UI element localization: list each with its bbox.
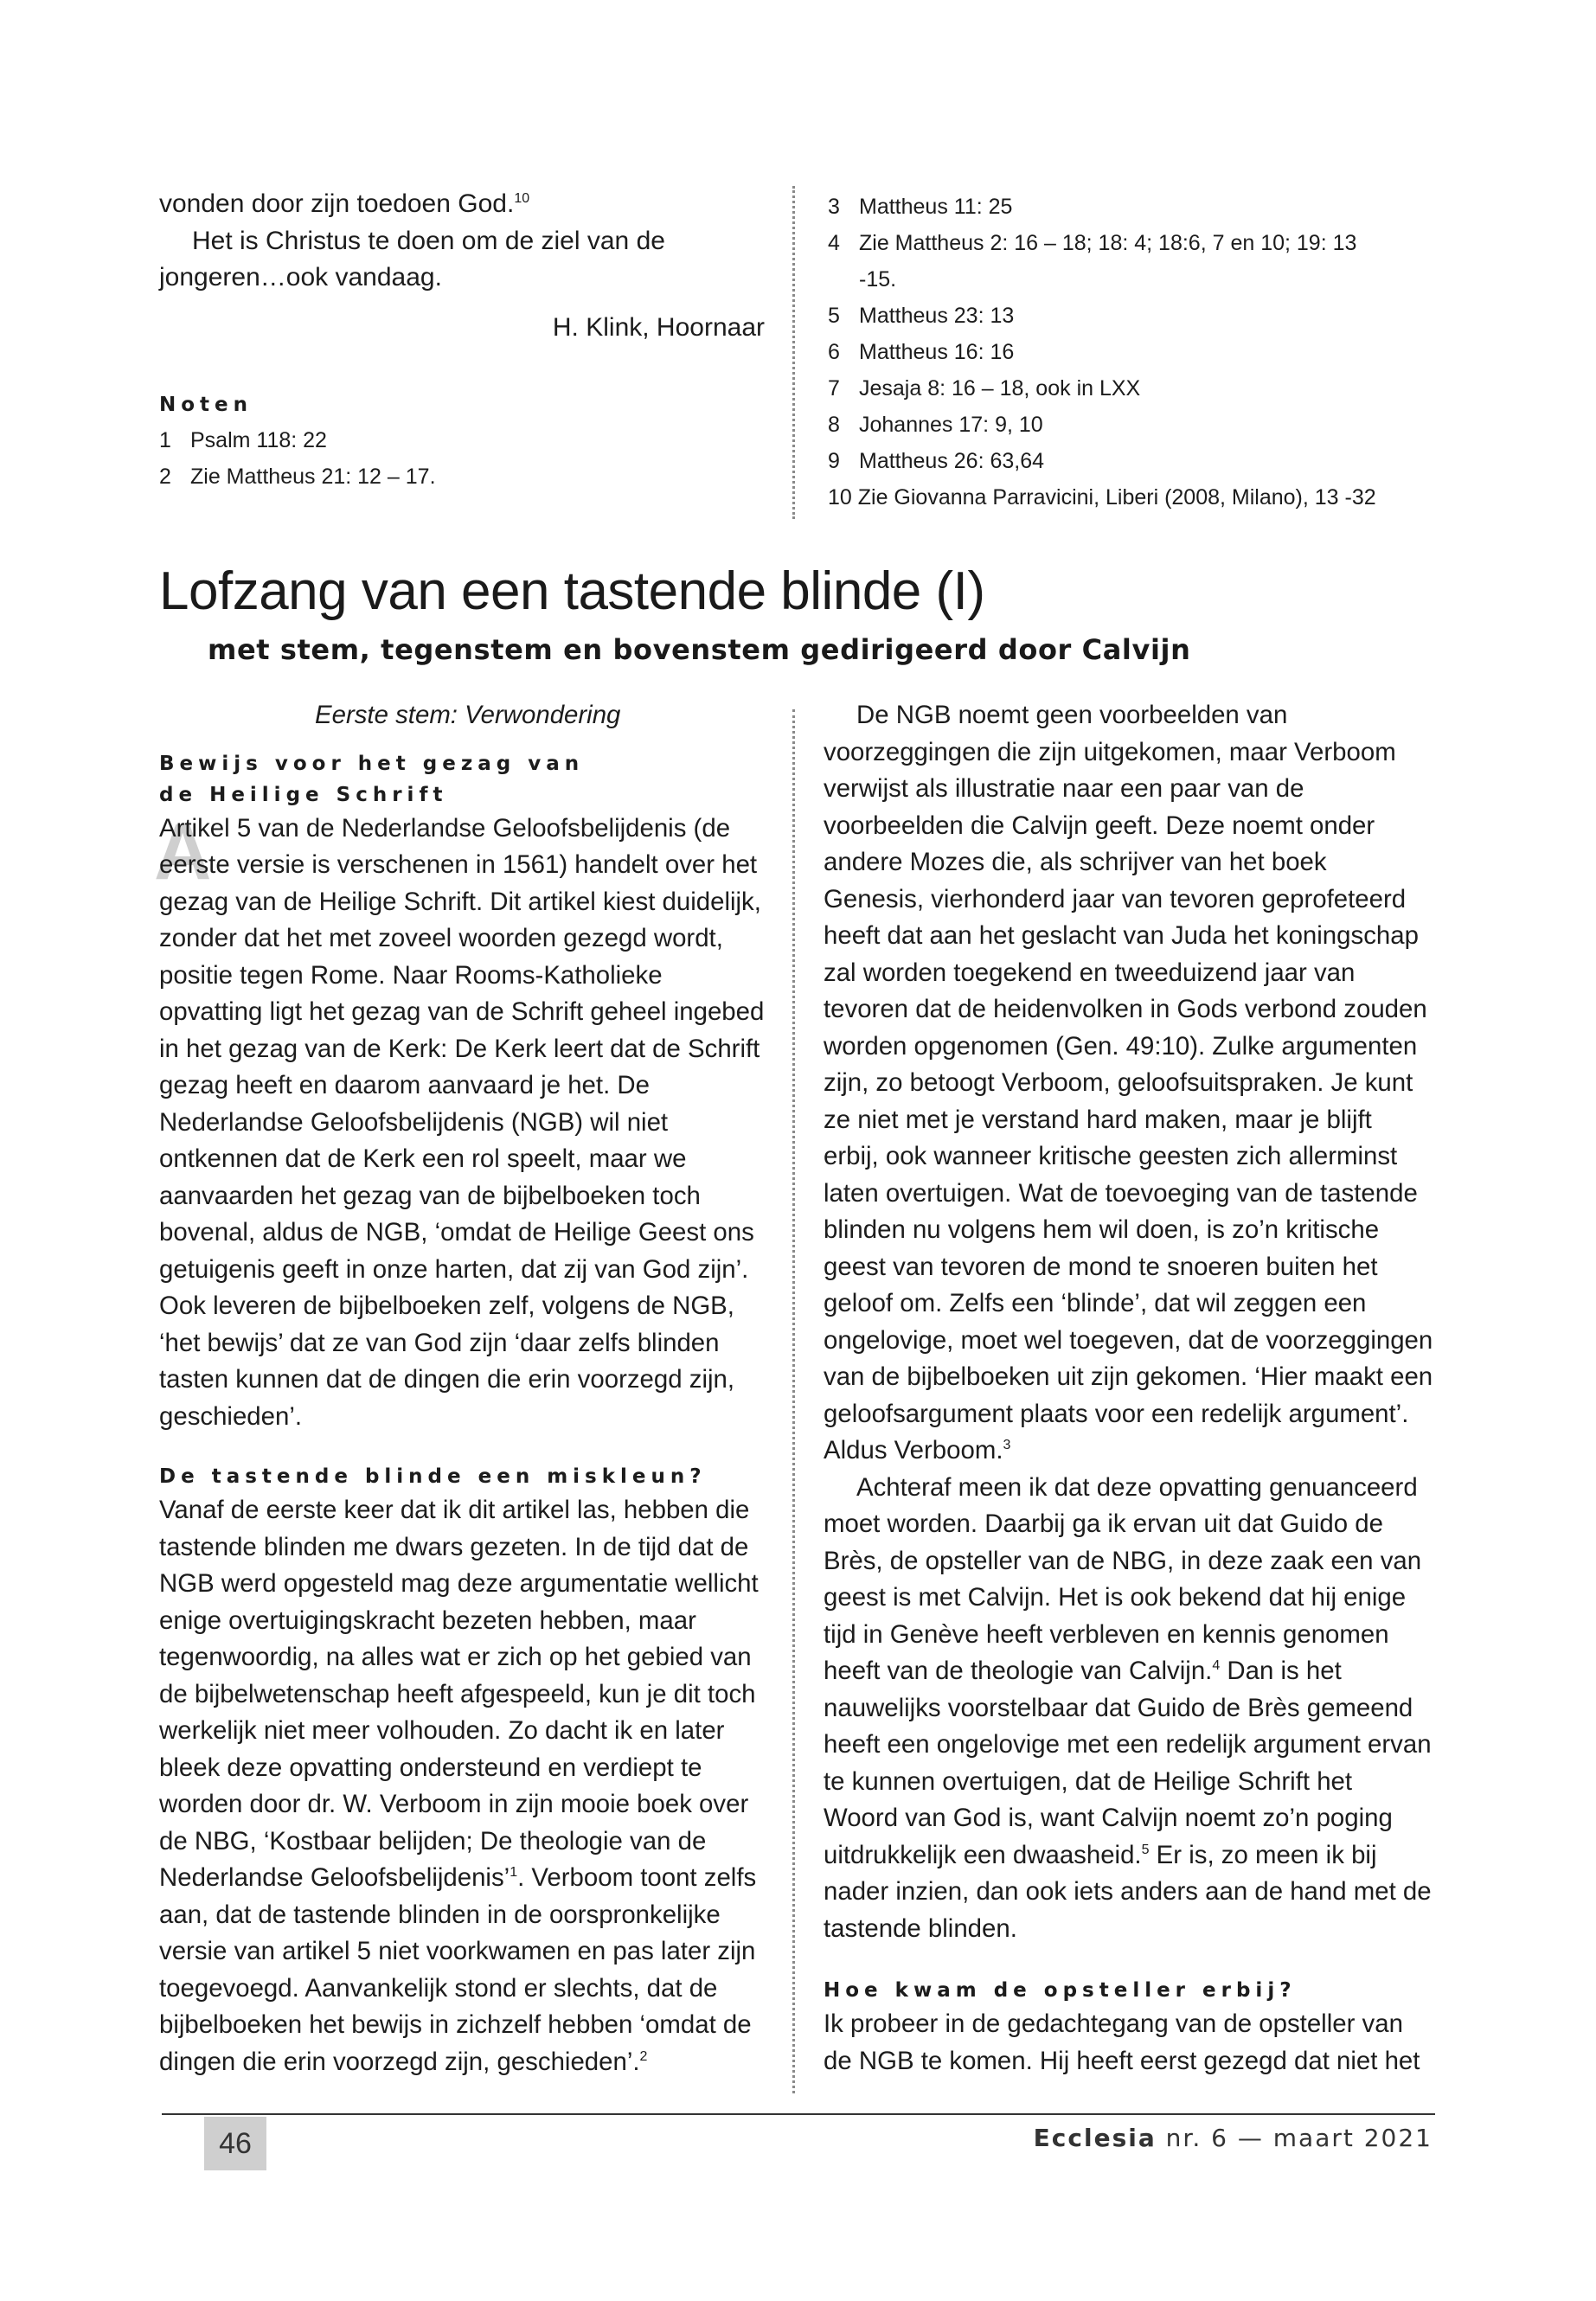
article-subtitle: met stem, tegenstem en bovenstem gedirigeerd door Calvijn bbox=[208, 633, 1191, 666]
note-item: 5 Mattheus 23: 13 bbox=[828, 304, 1015, 328]
note-item: 10 Zie Giovanna Parravicini, Liberi (2008, Milano), 13 -32 bbox=[828, 485, 1376, 510]
paragraph: Artikel 5 van de Nederlandse Geloofsbelijdenis (de eerste versie is verschenen in 1561) handelt over het gezag van de Heilige Schrift. Dit artikel kiest duidelijk, zonder dat het met zoveel woorden gezegd wordt, positie tegen Rome. Naar Rooms-Katholieke opvatting ligt het gezag van de Schrift geheel ingebed in het gezag van de Kerk: De Kerk leert dat de Schrift gezag heeft en daarom aanvaard je het. De Nederlandse Geloofsbelijdenis (NGB) wil niet ontkennen dat de Kerk een rol speelt, maar we aanvaarden het gezag van de bijbelboeken toch bovenal, aldus de NGB, ‘omdat de Heilige Geest ons getuigenis geeft in onze harten, dat zij van God zijn’. Ook leveren de bijbelboeken zelf, volgens de NGB, ‘het bewijs’ dat ze van God zijn ‘daar zelfs blinden tasten kunnen dat de dingen die erin voorzegd zijn, geschieden’. bbox=[159, 813, 765, 1431]
top-left-column bbox=[159, 186, 765, 495]
note-item: 2 Zie Mattheus 21: 12 – 17. bbox=[159, 465, 436, 489]
paragraph: Vanaf de eerste keer dat ik dit artikel las, hebben die tastende blinden me dwars gezeten. In de tijd dat de NGB werd opgesteld mag deze argumentatie wellicht enige overtuigingskracht bezeten hebben, maar tegenwoordig, na alles wat er zich op het gebied van de bijbelwetenschap heeft afgespeeld, kun je dit toch werkelijk niet meer volhouden. Zo dacht ik en later bleek deze opvatting ondersteund en verdiept te worden door dr. W. Verboom in zijn mooie boek over de NBG, ‘Kostbaar belijden; De theologie van de Nederlandse Geloofsbelijdenis’$^1$. Verboom toont zelfs aan, dat de tastende blinden in de oorspronkelijke versie van artikel 5 niet voorkwamen en pas later zijn toegevoegd. Aanvankelijk stond er slechts, dat de bijbelboeken het bewijs in zichzelf hebben ‘omdat de dingen die erin voorzegd zijn, geschieden’.$^2$ bbox=[159, 1496, 759, 2076]
top-right-notes bbox=[828, 189, 1442, 516]
note-item: 9 Mattheus 26: 63,64 bbox=[828, 449, 1045, 473]
paragraph-with-dropcap bbox=[154, 807, 765, 1436]
note-item: 4 Zie Mattheus 2: 16 – 18; 18: 4; 18:6, 7 en 10; 19: 13 bbox=[828, 231, 1357, 255]
footer-rule bbox=[162, 2113, 1435, 2115]
paragraph: vonden door zijn toedoen God.$^{10}$ bbox=[159, 189, 530, 218]
note-item: 7 Jesaja 8: 16 – 18, ook in LXX bbox=[828, 376, 1141, 401]
notes-heading: Noten bbox=[159, 394, 253, 416]
magazine-name: Ecclesia bbox=[1033, 2124, 1157, 2152]
paragraph: Ik probeer in de gedachtegang van de opsteller van de NGB te komen. Hij heeft eerst gezegd dat niet het bbox=[824, 2009, 1420, 2075]
footnote-ref: 1 bbox=[510, 1865, 518, 1881]
note-item: 8 Johannes 17: 9, 10 bbox=[828, 413, 1043, 437]
note-item: 1 Psalm 118: 22 bbox=[159, 428, 327, 452]
section-heading: De tastende blinde een miskleun? bbox=[159, 1465, 707, 1488]
footnote-ref: 4 bbox=[1212, 1658, 1221, 1674]
signature: H. Klink, Hoornaar bbox=[552, 312, 765, 342]
article-right-column bbox=[824, 697, 1433, 2080]
magazine-footer bbox=[1034, 2124, 1433, 2152]
voice-label: Eerste stem: Verwondering bbox=[315, 701, 621, 729]
note-item: 6 Mattheus 16: 16 bbox=[828, 340, 1015, 364]
paragraph: Het is Christus te doen om de ziel van de jongeren…ook vandaag. bbox=[159, 226, 665, 292]
note-continuation: -15. bbox=[859, 267, 897, 292]
article-left-column bbox=[154, 697, 765, 2080]
page-number: 46 bbox=[204, 2117, 266, 2170]
footnote-ref: 3 bbox=[1003, 1438, 1011, 1453]
drop-cap: A bbox=[154, 807, 212, 896]
footnote-ref: 5 bbox=[1141, 1842, 1150, 1857]
note-item: 3 Mattheus 11: 25 bbox=[828, 195, 1013, 219]
footnote-ref: 10 bbox=[514, 191, 530, 206]
issue-info: nr. 6 — maart 2021 bbox=[1165, 2124, 1433, 2152]
article-title: Lofzang van een tastende blinde (I) bbox=[159, 561, 985, 621]
section-heading: Bewijs voor het gezag van de Heilige Schrift bbox=[159, 752, 585, 806]
section-heading: Hoe kwam de opsteller erbij? bbox=[824, 1979, 1297, 2002]
paragraph: De NGB noemt geen voorbeelden van voorzeggingen die zijn uitgekomen, maar Verboom verwijst als illustratie naar een paar van de voorbeelden die Calvijn geeft. Deze noemt onder andere Mozes die, als schrijver van het boek Genesis, vierhonderd jaar van tevoren geprofeteerd heeft dat aan het geslacht van Juda het koningschap zal worden toegekend en tweeduizend jaar van tevoren dat de heidenvolken in Gods verbond zouden worden opgenomen (Gen. 49:10). Zulke argumenten zijn, zo betoogt Verboom, geloofsuitspraken. Je kunt ze niet met je verstand hard maken, maar je blijft erbij, ook wanneer kritische geesten zich allerminst laten overtuigen. Wat de toevoeging van de tastende blinden nu volgens hem wil doen, is zo’n kritische geest van tevoren de mond te snoeren buiten het geloof om. Zelfs een ‘blinde’, dat wil zeggen een ongelovige, moet wel toegeven, dat de voorzeggingen van de bijbelboeken uit zijn gekomen. ‘Hier maakt een geloofsargument plaats voor een redelijk argument’. Aldus Verboom.$^3$ bbox=[824, 701, 1433, 1465]
column-separator bbox=[792, 186, 795, 519]
column-separator bbox=[792, 709, 795, 2093]
footnote-ref: 2 bbox=[639, 2048, 648, 2064]
paragraph: Achteraf meen ik dat deze opvatting genuanceerd moet worden. Daarbij ga ik ervan uit dat Guido de Brès, de opsteller van de NBG, in deze zaak een van geest is met Calvijn. Het is ook bekend dat hij enige tijd in Genève heeft verbleven en kennis genomen heeft van de theologie van Calvijn.$^4$ Dan is het nauwelijks voorstelbaar dat Guido de Brès gemeend heeft een ongelovige met een redelijk argument ervan te kunnen overtuigen, dat de Heilige Schrift het Woord van God is, want Calvijn noemt zo’n poging uitdrukkelijk een dwaasheid.$^5$ Er is, zo meen ik bij nader inzien, dan ook iets anders aan de hand met de tastende blinden. bbox=[824, 1472, 1432, 1943]
notes-list-left bbox=[159, 422, 765, 495]
